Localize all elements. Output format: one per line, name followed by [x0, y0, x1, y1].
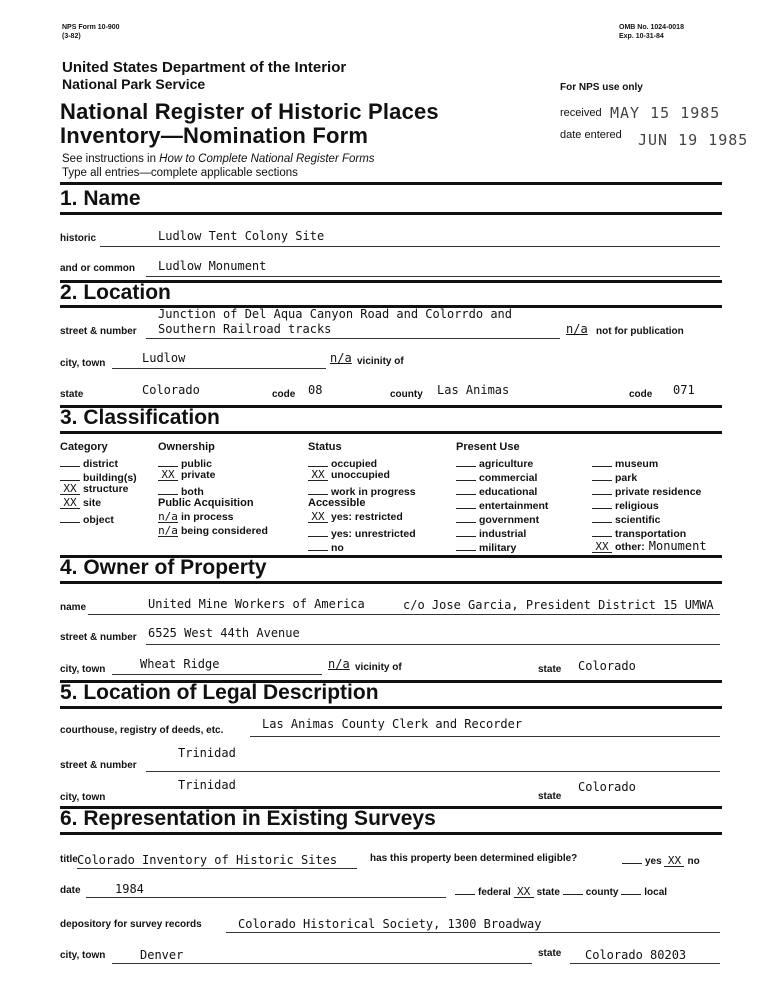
survey-date-field[interactable]: 1984 — [115, 882, 144, 896]
underline — [146, 338, 560, 339]
divider — [60, 212, 722, 215]
section-3-heading: 3. Classification — [60, 406, 220, 429]
option-label: military — [479, 542, 517, 554]
checkbox-blank[interactable] — [456, 525, 476, 537]
option-label: in process — [181, 511, 234, 523]
underline — [146, 644, 720, 645]
checkbox-blank[interactable] — [456, 455, 476, 467]
option-label: government — [479, 514, 540, 526]
survey-city-label: city, town — [60, 950, 106, 961]
checkbox-blank[interactable] — [60, 469, 80, 481]
county-option-label: county — [585, 887, 619, 898]
historic-name-field[interactable]: Ludlow Tent Colony Site — [158, 229, 325, 243]
classification-option — [308, 525, 416, 540]
courthouse-label: courthouse, registry of deeds, etc. — [60, 725, 224, 736]
classification-option — [456, 469, 537, 484]
other-use-field[interactable]: Monument — [648, 539, 707, 553]
option-label: both — [181, 486, 204, 498]
option-label: yes: restricted — [331, 511, 403, 523]
option-label: other: — [615, 541, 645, 553]
instructions-line2: Type all entries—complete applicable sections — [62, 167, 298, 179]
legal-state-label: state — [538, 791, 562, 802]
classification-column-heading: Status — [308, 441, 342, 453]
underline — [77, 868, 357, 869]
option-label: yes: unrestricted — [331, 528, 416, 540]
state-checkbox[interactable]: XX — [514, 886, 534, 898]
classification-subheading: Accessible — [308, 497, 366, 509]
checkbox-blank[interactable]: XX — [60, 483, 80, 495]
yes-checkbox[interactable] — [622, 852, 642, 864]
checkbox-blank[interactable]: XX — [592, 541, 612, 553]
county-code-label: code — [629, 389, 653, 400]
yes-label: yes — [645, 856, 662, 867]
survey-title-field[interactable]: Colorado Inventory of Historic Sites — [77, 853, 338, 867]
instructions-title: How to Complete National Register Forms — [159, 153, 375, 165]
survey-title-label: title — [60, 854, 78, 865]
no-checkbox[interactable]: XX — [664, 855, 684, 867]
survey-state-field[interactable]: Colorado 80203 — [585, 948, 687, 962]
date-entered-stamp: JUN 19 1985 — [638, 131, 749, 149]
classification-option — [158, 525, 268, 537]
option-label: private — [181, 469, 216, 481]
state-label: state — [60, 389, 84, 400]
omb-expiration: Exp. 10-31-84 — [619, 33, 664, 40]
option-label: agriculture — [479, 458, 534, 470]
classification-option — [158, 511, 234, 523]
checkbox-blank[interactable] — [592, 525, 612, 537]
checkbox-blank[interactable] — [308, 483, 328, 495]
checkbox-blank[interactable]: XX — [60, 497, 80, 509]
local-checkbox[interactable] — [621, 883, 641, 895]
state-code-label: code — [272, 389, 296, 400]
survey-date-label: date — [60, 885, 81, 896]
option-label: private residence — [615, 486, 702, 498]
option-label: occupied — [331, 458, 378, 470]
section-5-heading: 5. Location of Legal Description — [60, 681, 379, 704]
underline — [570, 963, 720, 964]
checkbox-blank[interactable] — [456, 539, 476, 551]
owner-city-field[interactable]: Wheat Ridge — [140, 657, 220, 671]
form-title-line1: National Register of Historic Places — [60, 99, 439, 124]
checkbox-blank[interactable]: n/a — [158, 510, 178, 523]
instructions-line1 — [62, 153, 375, 165]
classification-option — [592, 469, 637, 484]
section-4-heading: 4. Owner of Property — [60, 556, 267, 579]
option-label: public — [181, 458, 212, 470]
classification-option — [60, 511, 114, 526]
classification-option — [60, 483, 129, 495]
county-label: county — [390, 389, 423, 400]
classification-column-heading: Present Use — [456, 441, 520, 453]
federal-label: federal — [478, 887, 511, 898]
legal-street-label: street & number — [60, 760, 137, 771]
location-city-field[interactable]: Ludlow — [142, 351, 186, 365]
classification-option — [456, 539, 516, 554]
section-2-heading: 2. Location — [60, 281, 171, 304]
option-label: unoccupied — [331, 469, 390, 481]
classification-option — [308, 483, 416, 498]
checkbox-blank[interactable] — [592, 483, 612, 495]
checkbox-blank[interactable] — [592, 469, 612, 481]
classification-option — [308, 511, 403, 523]
underline — [146, 276, 720, 277]
street-number-label: street & number — [60, 326, 137, 337]
depository-label: depository for survey records — [60, 919, 202, 930]
owner-name-field[interactable]: United Mine Workers of America — [148, 597, 365, 611]
option-label: scientific — [615, 514, 661, 526]
classification-option — [158, 469, 215, 481]
legal-state-field[interactable]: Colorado — [578, 780, 636, 794]
option-label: religious — [615, 500, 659, 512]
classification-option — [592, 497, 659, 512]
owner-vicinity-label: vicinity of — [355, 662, 402, 673]
classification-option — [456, 511, 539, 526]
location-state-field[interactable]: Colorado — [142, 383, 200, 397]
option-label: site — [83, 497, 102, 509]
checkbox-blank[interactable] — [308, 525, 328, 537]
classification-option — [308, 469, 390, 481]
option-label: museum — [615, 458, 659, 470]
checkbox-blank[interactable] — [456, 511, 476, 523]
checkbox-blank[interactable] — [60, 455, 80, 467]
underline — [226, 932, 720, 933]
checkbox-blank[interactable] — [456, 497, 476, 509]
legal-city-field[interactable]: Trinidad — [178, 778, 236, 792]
common-name-field[interactable]: Ludlow Monument — [158, 259, 267, 273]
underline — [112, 963, 532, 964]
section-6-heading: 6. Representation in Existing Surveys — [60, 807, 436, 830]
option-label: commercial — [479, 472, 538, 484]
option-label: entertainment — [479, 500, 549, 512]
checkbox-blank[interactable] — [456, 469, 476, 481]
option-label: structure — [83, 483, 129, 495]
divider — [60, 182, 722, 185]
state-option-label: state — [536, 887, 560, 898]
checkbox-blank[interactable] — [60, 511, 80, 523]
classification-option — [592, 511, 661, 526]
eligible-label: has this property been determined eligible? — [370, 853, 578, 864]
date-entered-label: date entered — [560, 129, 622, 141]
department-name: United States Department of the Interior — [62, 59, 347, 76]
legal-city-label: city, town — [60, 792, 106, 803]
option-label: object — [83, 514, 114, 526]
courthouse-field[interactable]: Las Animas County Clerk and Recorder — [262, 717, 523, 731]
checkbox-blank[interactable] — [158, 455, 178, 467]
option-label: educational — [479, 486, 538, 498]
historic-label: historic — [60, 233, 97, 244]
not-for-publication-mark[interactable]: n/a — [566, 322, 588, 336]
survey-level-options — [455, 883, 667, 898]
underline — [86, 897, 446, 898]
classification-option — [308, 539, 344, 554]
classification-subheading: Public Acquisition — [158, 497, 254, 509]
state-code-field[interactable]: 08 — [308, 383, 323, 397]
checkbox-blank[interactable] — [158, 483, 178, 495]
location-street-line1[interactable]: Junction of Del Aqua Canyon Road and Colorrdo and — [158, 307, 513, 321]
vicinity-mark[interactable]: n/a — [330, 351, 352, 365]
checkbox-blank[interactable]: XX — [308, 469, 328, 481]
checkbox-blank[interactable]: n/a — [158, 524, 178, 537]
form-number: NPS Form 10-900 — [62, 24, 120, 31]
checkbox-blank[interactable] — [592, 455, 612, 467]
checkbox-blank[interactable] — [308, 539, 328, 551]
underline — [112, 674, 322, 675]
owner-vicinity-mark[interactable]: n/a — [328, 657, 350, 671]
owner-street-field[interactable]: 6525 West 44th Avenue — [148, 626, 300, 640]
divider — [60, 832, 722, 835]
checkbox-blank[interactable] — [592, 511, 612, 523]
vicinity-label: vicinity of — [357, 356, 404, 367]
classification-option — [456, 525, 526, 540]
classification-option — [158, 483, 204, 498]
form-title-line2: Inventory—Nomination Form — [60, 123, 369, 148]
underline — [146, 771, 720, 772]
common-name-label: and or common — [60, 263, 136, 274]
divider — [60, 431, 722, 434]
option-label: building(s) — [83, 472, 137, 484]
legal-street-field[interactable]: Trinidad — [178, 746, 236, 760]
option-label: industrial — [479, 528, 527, 540]
service-name: National Park Service — [62, 76, 206, 92]
location-street-line2[interactable]: Southern Railroad tracks — [158, 322, 332, 336]
county-field[interactable]: Las Animas — [437, 383, 510, 397]
survey-city-field[interactable]: Denver — [140, 948, 184, 962]
not-for-publication-label: not for publication — [596, 326, 684, 337]
checkbox-blank[interactable]: XX — [308, 511, 328, 523]
option-label: no — [331, 542, 344, 554]
option-label: park — [615, 472, 638, 484]
classification-option — [456, 497, 548, 512]
underline — [112, 368, 326, 369]
omb-number: OMB No. 1024-0018 — [619, 24, 684, 31]
checkbox-blank[interactable] — [592, 497, 612, 509]
owner-state-label: state — [538, 664, 562, 675]
owner-name-label: name — [60, 602, 87, 613]
local-label: local — [644, 887, 668, 898]
classification-option — [592, 525, 686, 540]
checkbox-blank[interactable] — [456, 483, 476, 495]
received-stamp: MAY 15 1985 — [610, 104, 721, 122]
classification-option — [60, 497, 101, 509]
option-label: transportation — [615, 528, 687, 540]
option-label: district — [83, 458, 119, 470]
received-label: received — [560, 107, 602, 119]
classification-option — [592, 455, 658, 470]
classification-column-heading: Ownership — [158, 441, 215, 453]
classification-option — [60, 455, 118, 470]
classification-option — [456, 483, 537, 498]
option-label: work in progress — [331, 486, 416, 498]
survey-state-label: state — [538, 948, 562, 959]
nps-use-label: For NPS use only — [560, 82, 643, 93]
underline — [88, 614, 720, 615]
federal-checkbox[interactable] — [455, 883, 475, 895]
checkbox-blank[interactable]: XX — [158, 469, 178, 481]
section-1-heading: 1. Name — [60, 187, 141, 210]
underline — [100, 246, 720, 247]
no-label: no — [687, 856, 700, 867]
option-label: being considered — [181, 525, 268, 537]
eligible-options — [622, 852, 700, 867]
underline — [250, 736, 720, 737]
checkbox-blank[interactable] — [308, 455, 328, 467]
classification-column-heading: Category — [60, 441, 108, 453]
instructions-prefix: See instructions in — [62, 153, 160, 165]
owner-street-label: street & number — [60, 632, 137, 643]
owner-state-field[interactable]: Colorado — [578, 659, 636, 673]
divider — [60, 581, 722, 584]
owner-city-label: city, town — [60, 664, 106, 675]
form-revision: (3-82) — [62, 33, 81, 40]
county-checkbox[interactable] — [563, 883, 583, 895]
classification-option — [592, 539, 707, 553]
county-code-field[interactable]: 071 — [673, 383, 695, 397]
classification-option — [456, 455, 533, 470]
owner-contact-field[interactable]: c/o Jose Garcia, President District 15 UMWA — [403, 598, 714, 612]
city-town-label: city, town — [60, 358, 106, 369]
divider — [60, 706, 722, 709]
depository-field[interactable]: Colorado Historical Society, 1300 Broadway — [238, 917, 542, 931]
classification-option — [592, 483, 701, 498]
